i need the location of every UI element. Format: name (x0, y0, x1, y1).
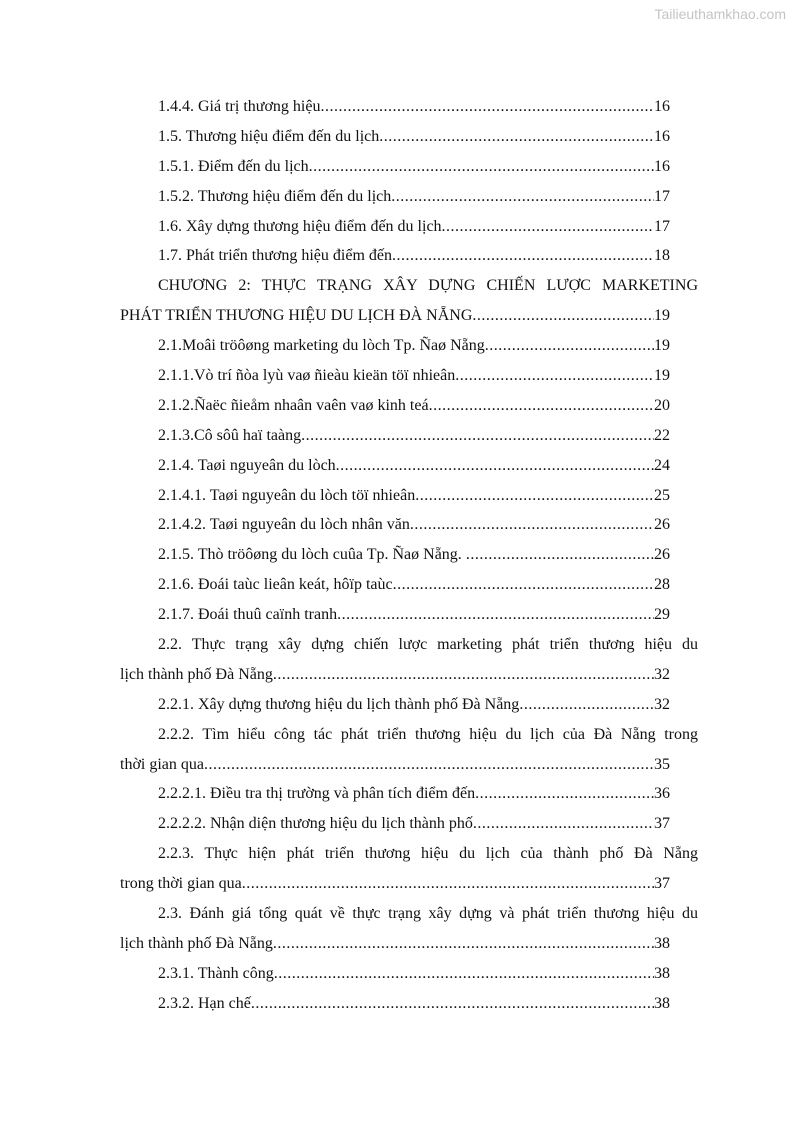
toc-entry-line1[interactable]: 2.3. Đánh giá tổng quát về thực trạng xây dựng và phát triển thương hiệu du (158, 905, 698, 923)
toc-leader-dots (251, 989, 654, 1019)
toc-entry-title: 2.3.1. Thành công (158, 964, 274, 982)
toc-leader-dots (519, 690, 654, 720)
toc-entry[interactable] (120, 391, 698, 421)
toc-entry-page: 29 (654, 606, 670, 624)
toc-leader-dots (466, 540, 654, 570)
toc-leader-dots (485, 331, 654, 361)
toc-entry-title: 2.1.1.Vò trí ñòa lyù vaø ñieàu kieän töï nhieân (158, 367, 456, 385)
toc-entry[interactable] (120, 570, 698, 600)
toc-leader-dots (410, 510, 654, 540)
watermark-text: Tailieuthamkhao.com (654, 6, 786, 22)
toc-entry-page: 26 (654, 516, 670, 534)
toc-entry[interactable] (120, 809, 698, 839)
toc-entry-page: 19 (654, 367, 670, 385)
toc-entry-page: 37 (654, 815, 670, 833)
toc-leader-dots (204, 750, 654, 780)
toc-leader-dots (309, 152, 654, 182)
toc-entry-line1[interactable]: CHƯƠNG 2: THỰC TRẠNG XÂY DỰNG CHIẾN LƯỢC MARKETING (158, 277, 698, 295)
toc-leader-dots (442, 212, 654, 242)
toc-entry[interactable] (120, 989, 698, 1019)
toc-entry-title: 2.1.Moâi tröôøng marketing du lòch Tp. Ñaø Nẵng (158, 337, 485, 355)
toc-entry-page: 36 (654, 785, 670, 803)
toc-leader-dots (473, 809, 654, 839)
toc-entry-title: PHÁT TRIỂN THƯƠNG HIỆU DU LỊCH ĐÀ NẴNG (120, 307, 473, 325)
toc-entry[interactable] (120, 361, 698, 391)
toc-entry-page: 20 (654, 396, 670, 414)
toc-entry[interactable] (120, 182, 698, 212)
toc-entry-title: 1.6. Xây dựng thương hiệu điểm đến du lịch (158, 217, 442, 235)
toc-entry[interactable] (120, 451, 698, 481)
toc-entry[interactable] (120, 600, 698, 630)
toc-leader-dots (429, 391, 654, 421)
toc-entry-line1[interactable]: 2.2.2. Tìm hiểu công tác phát triển thương hiệu du lịch của Đà Nẵng trong (158, 725, 698, 743)
toc-entry[interactable] (120, 660, 698, 690)
toc-leader-dots (273, 660, 654, 690)
toc-entry[interactable] (120, 750, 698, 780)
toc-entry-title: 2.1.7. Đoái thuû caïnh tranh (158, 606, 338, 624)
toc-entry[interactable] (120, 122, 698, 152)
toc-entry-title: thời gian qua (120, 755, 204, 773)
toc-entry[interactable] (120, 779, 698, 809)
toc-entry[interactable] (120, 331, 698, 361)
toc-entry-title: 1.5.2. Thương hiệu điểm đến du lịch (158, 187, 392, 205)
toc-leader-dots (472, 301, 654, 331)
toc-leader-dots (274, 959, 654, 989)
toc-entry-page: 38 (654, 964, 670, 982)
toc-entry-page: 28 (654, 576, 670, 594)
toc-entry-title: 2.1.4. Taøi nguyeân du lòch (158, 456, 336, 474)
toc-leader-dots (391, 182, 654, 212)
toc-leader-dots (392, 241, 654, 271)
toc-entry-page: 17 (654, 187, 670, 205)
toc-entry-page: 24 (654, 456, 670, 474)
toc-entry-page: 35 (654, 755, 670, 773)
toc-entry-title: 2.1.3.Cô sôû haï taàng (158, 426, 302, 444)
toc-entry-page: 32 (654, 665, 670, 683)
toc-entry[interactable] (120, 481, 698, 511)
toc-entry-title: 2.1.6. Đoái taùc lieân keát, hôïp taùc (158, 576, 393, 594)
toc-entry-page: 18 (654, 247, 670, 265)
toc-entry[interactable] (120, 421, 698, 451)
toc-entry-page: 19 (654, 307, 670, 325)
toc-entry-page: 19 (654, 337, 670, 355)
toc-entry-title: 1.5.1. Điểm đến du lịch (158, 157, 309, 175)
toc-entry[interactable] (120, 929, 698, 959)
toc-entry-title: 1.5. Thương hiệu điểm đến du lịch (158, 127, 380, 145)
toc-entry[interactable] (120, 212, 698, 242)
toc-entry-line1[interactable]: 2.2.3. Thực hiện phát triển thương hiệu du lịch của thành phố Đà Nẵng (158, 845, 698, 863)
toc-leader-dots (320, 92, 654, 122)
toc-leader-dots (337, 600, 654, 630)
toc-leader-dots (415, 481, 654, 511)
toc-entry-title: 2.2.2.1. Điều tra thị trường và phân tích điểm đến (158, 785, 476, 803)
toc-entry-title: trong thời gian qua (120, 875, 242, 893)
toc-entry-title: 2.1.4.1. Taøi nguyeân du lòch töï nhieân (158, 486, 416, 504)
toc-entry[interactable] (120, 959, 698, 989)
toc-entry[interactable] (120, 301, 698, 331)
toc-entry-title: lịch thành phố Đà Nẵng (120, 934, 273, 952)
toc-leader-dots (301, 421, 654, 451)
toc-entry-page: 26 (654, 546, 670, 564)
toc-entry[interactable] (120, 869, 698, 899)
toc-entry-title: 2.1.2.Ñaëc ñieåm nhaân vaên vaø kinh teá (158, 396, 429, 414)
toc-entry-page: 38 (654, 994, 670, 1012)
toc-entry-title: 1.7. Phát triển thương hiệu điểm đến (158, 247, 392, 265)
toc-entry-title: 2.3.2. Hạn chế (158, 994, 251, 1012)
toc-entry-page: 16 (654, 157, 670, 175)
toc-leader-dots (455, 361, 654, 391)
toc-leader-dots (475, 779, 654, 809)
toc-entry[interactable] (120, 690, 698, 720)
toc-entry[interactable] (120, 152, 698, 182)
toc-leader-dots (273, 929, 654, 959)
toc-leader-dots (393, 570, 654, 600)
toc-entry-title: 2.2.2.2. Nhận diện thương hiệu du lịch thành phố (158, 815, 473, 833)
toc-entry-line1[interactable]: 2.2. Thực trạng xây dựng chiến lược marketing phát triển thương hiệu du (158, 636, 698, 654)
toc-entry[interactable] (120, 92, 698, 122)
toc-entry-title: 2.1.5. Thò tröôøng du lòch cuûa Tp. Ñaø Nẵng. (158, 546, 466, 564)
toc-entry-title: 1.4.4. Giá trị thương hiệu (158, 98, 321, 115)
toc-entry-page: 38 (654, 934, 670, 952)
toc-entry-page: 16 (654, 127, 670, 145)
toc-entry-page: 25 (654, 486, 670, 504)
toc-entry-page: 22 (654, 426, 670, 444)
table-of-contents (120, 92, 698, 1019)
toc-entry-title: 2.2.1. Xây dựng thương hiệu du lịch thành phố Đà Nẵng (158, 695, 520, 713)
toc-entry-page: 16 (654, 98, 670, 115)
toc-leader-dots (242, 869, 654, 899)
toc-leader-dots (379, 122, 654, 152)
toc-entry[interactable] (120, 540, 698, 570)
toc-entry[interactable] (120, 510, 698, 540)
toc-entry-title: 2.1.4.2. Taøi nguyeân du lòch nhân văn (158, 516, 410, 534)
toc-entry-page: 17 (654, 217, 670, 235)
toc-entry-page: 37 (654, 875, 670, 893)
toc-leader-dots (336, 451, 654, 481)
toc-entry[interactable] (120, 241, 698, 271)
toc-entry-page: 32 (654, 695, 670, 713)
toc-entry-title: lịch thành phố Đà Nẵng (120, 665, 273, 683)
